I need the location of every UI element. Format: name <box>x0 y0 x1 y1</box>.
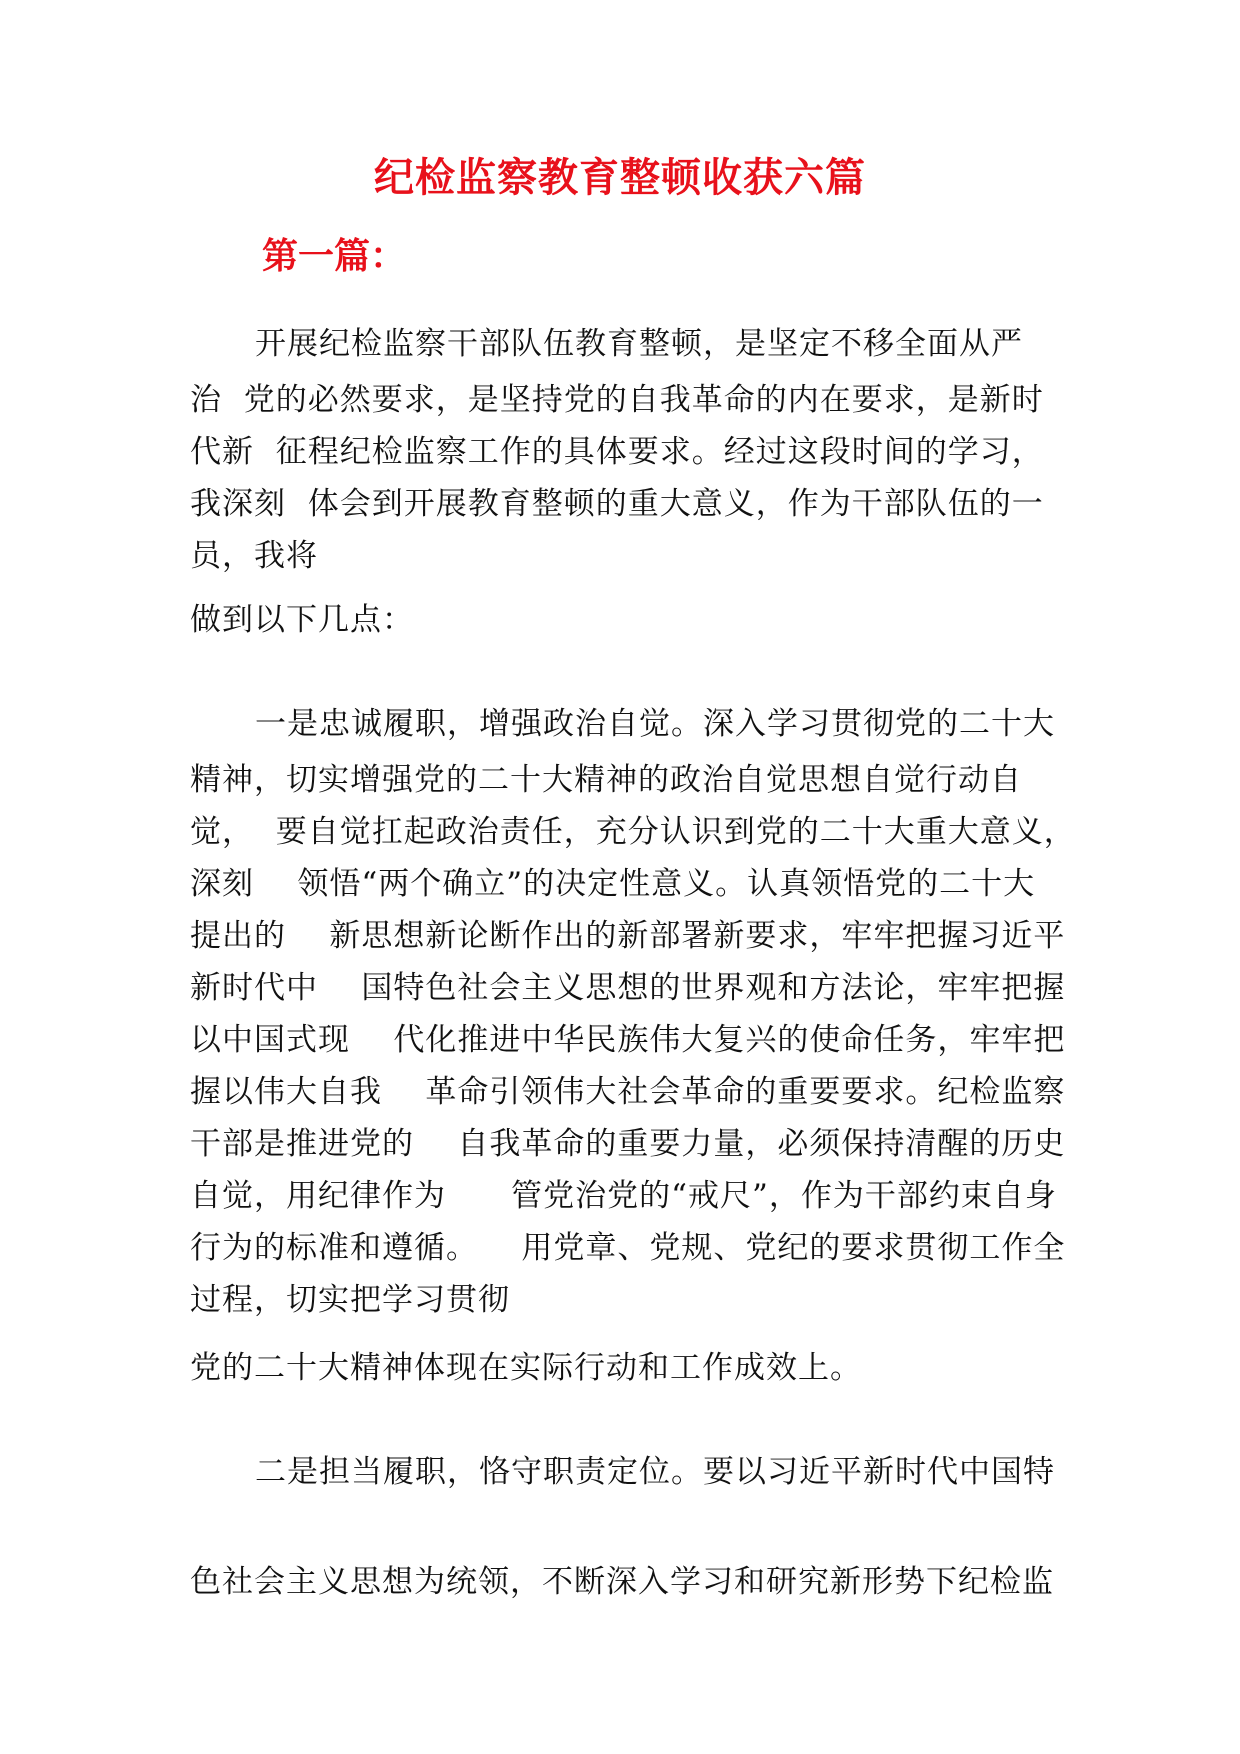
paragraph-2-line: 一是忠诚履职，增强政治自觉。深入学习贯彻党的二十大 <box>255 706 1055 742</box>
section-heading: 第一篇： <box>262 235 407 277</box>
paragraph-2-line: 觉， 要自觉扛起政治责任，充分认识到党的二十大重大意义， <box>190 814 1076 850</box>
paragraph-2-line: 精神，切实增强党的二十大精神的政治自觉思想自觉行动自 <box>190 762 1022 798</box>
paragraph-1-line: 代新 征程纪检监察工作的具体要求。经过这段时间的学习， <box>190 434 1044 470</box>
paragraph-1-line: 我深刻 体会到开展教育整顿的重大意义，作为干部队伍的一 <box>190 486 1044 522</box>
paragraph-2-line: 握以伟大自我 革命引领伟大社会革命的重要要求。纪检监察 <box>190 1074 1066 1110</box>
paragraph-2-line: 党的二十大精神体现在实际行动和工作成效上。 <box>190 1350 862 1386</box>
paragraph-1-line: 员，我将 <box>190 538 318 574</box>
paragraph-2-line: 干部是推进党的 自我革命的重要力量，必须保持清醒的历史 <box>190 1126 1066 1162</box>
paragraph-2-line: 过程，切实把学习贯彻 <box>190 1282 510 1318</box>
paragraph-2-line: 新时代中 国特色社会主义思想的世界观和方法论，牢牢把握 <box>190 970 1066 1006</box>
document-title: 纪检监察教育整顿收获六篇 <box>374 154 866 201</box>
paragraph-3-line: 色社会主义思想为统领，不断深入学习和研究新形势下纪检监 <box>190 1564 1054 1600</box>
paragraph-2-line: 以中国式现 代化推进中华民族伟大复兴的使命任务，牢牢把 <box>190 1022 1066 1058</box>
paragraph-2-line: 行为的标准和遵循。 用党章、党规、党纪的要求贯彻工作全 <box>190 1230 1066 1266</box>
paragraph-2-line: 深刻 领悟“两个确立”的决定性意义。认真领悟党的二十大 <box>190 866 1036 902</box>
paragraph-1-line: 治 党的必然要求，是坚持党的自我革命的内在要求，是新时 <box>190 382 1044 418</box>
paragraph-2-line: 提出的 新思想新论断作出的新部署新要求，牢牢把握习近平 <box>190 918 1066 954</box>
paragraph-1-line: 开展纪检监察干部队伍教育整顿，是坚定不移全面从严 <box>255 326 1023 362</box>
paragraph-1-line: 做到以下几点： <box>190 602 414 638</box>
paragraph-2-line: 自觉，用纪律作为 管党治党的“戒尺”，作为干部约束自身 <box>190 1178 1057 1214</box>
paragraph-3-line: 二是担当履职，恪守职责定位。要以习近平新时代中国特 <box>255 1454 1055 1490</box>
